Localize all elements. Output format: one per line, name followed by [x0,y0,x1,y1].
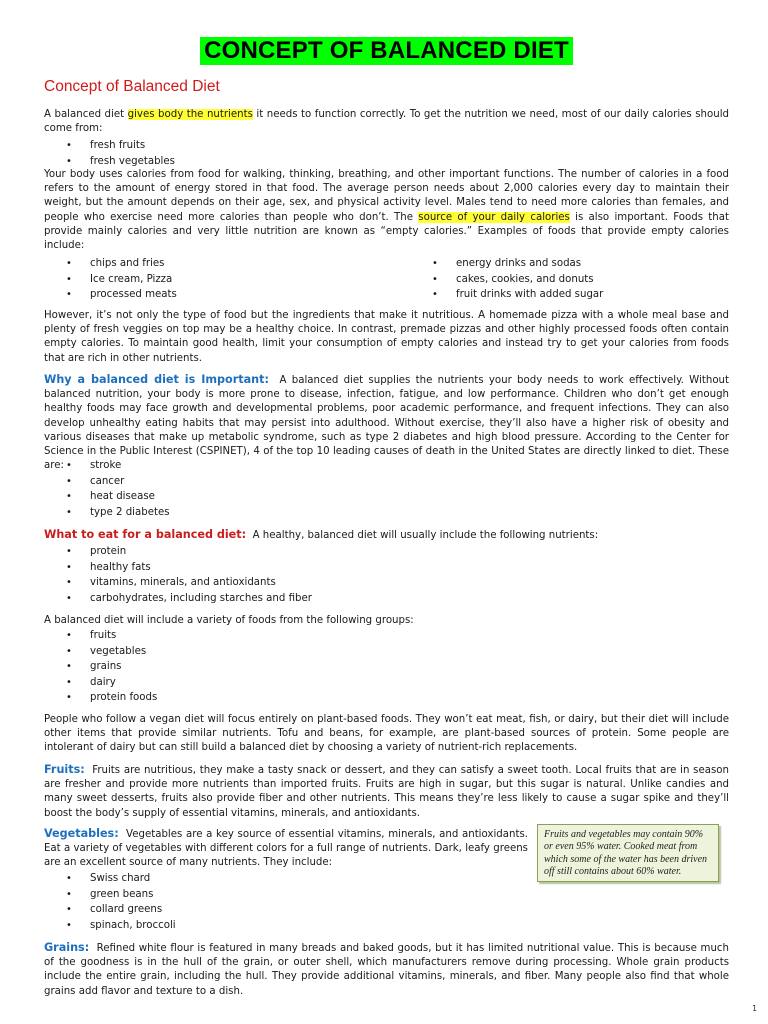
list-item: • fresh fruits [44,138,729,154]
groups-intro [44,614,729,628]
calories-text-pre: Your body uses calories from food for walking, thinking, breathing, and other important functions. The number of calories in a food refers to the amount of energy stored in that food. The average person needs about 2,000 calories every day to maintain their weight, but the amount depends on their age, sex, and physical activity level. Males tend to need more calories than females, and people who exercise need more calories than people who don’t. The [44,169,729,223]
list-item: • heat disease [44,489,729,505]
grains-section [44,941,729,999]
empty-calories-right [410,256,710,303]
title-wrap [44,37,729,65]
list-item: • energy drinks and sodas [410,256,710,272]
empty-calories-left [44,256,344,303]
vegetables-heading: Vegetables: [44,827,119,840]
pizza-paragraph [44,309,729,366]
calories-text-post: is also important. Foods that provide mainly calories and very little nutrition are known as “empty calories.” Examples of foods that provide empty calories include: [44,211,729,252]
list-item: • Ice cream, Pizza [44,272,344,288]
groups-list [44,628,729,706]
vegan-text: People who follow a vegan diet will focus entirely on plant-based foods. They won’t eat meat, fish, or dairy, but their diet will include other items that provide similar nutrients. Tofu and beans, for example, are plant-based sources of protein. Some people are intolerant of dairy but can still build a balanced diet by choosing a variety of nutrient-rich replacements. [44,714,729,754]
why-heading: Why a balanced diet is Important: [44,373,269,386]
what-text: A healthy, balanced diet will usually include the following nutrients: [252,530,599,541]
list-item: • collard greens [44,902,729,918]
list-item: • Swiss chard [44,871,729,887]
fruits-section [44,763,729,821]
list-item: • spinach, broccoli [44,918,729,934]
intro-text-pre: A balanced diet [44,109,128,120]
list-item: • cancer [44,474,729,490]
vegetables-section [44,827,528,871]
intro-list [44,138,729,169]
calories-highlight: source of your daily calories [418,211,570,223]
vegetables-text: Vegetables are a key source of essential vitamins, minerals, and antioxidants. Eat a variety of vegetables with different colors for a full range of nutrients. Dark, leafy greens are an excellent source of many nutrients. They include: [44,829,528,869]
list-item: • green beans [44,887,729,903]
intro-text-post: it needs to function correctly. To get the nutrition we need, most of our daily calories should come from: [44,109,729,135]
list-item: • fruits [44,628,729,644]
list-item: • chips and fries [44,256,344,272]
vegan-paragraph [44,713,729,756]
list-item: • processed meats [44,287,344,303]
what-heading: What to eat for a balanced diet: [44,528,247,541]
why-text: A balanced diet supplies the nutrients your body needs to work effectively. Without balanced nutrition, your body is more prone to disease, infection, fatigue, and low performance. Children who don’t get enough healthy foods may face growth and developmental problems, poor academic performance, and frequent infections. They can also develop unhealthy eating habits that may persist into adulthood. Without exercise, they’ll also have a higher risk of obesity and various diseases that make up metabolic syndrome, such as type 2 diabetes and high blood pressure. According to the Center for Science in the Public Interest (CSPINET), 4 of the top 10 leading causes of death in the United States are directly linked to diet. These are: [44,375,729,472]
document-title: CONCEPT OF BALANCED DIET [200,37,573,65]
fruits-heading: Fruits: [44,763,85,776]
pizza-text: However, it’s not only the type of food but the ingredients that make it nutritious. A homemade pizza with a whole meal base and plenty of fresh veggies on top may be a healthy choice. In contrast, premade pizzas and other highly processed foods often contain empty calories. To maintain good health, limit your consumption of empty calories and instead try to get your calories from foods that are rich in other nutrients. [44,310,729,364]
page-number: 1 [752,1004,758,1013]
fruits-text: Fruits are nutritious, they make a tasty snack or dessert, and they can satisfy a sweet tooth. Local fruits that are in season are fresher and provide more nutrients than imported fruits. Fruits are high in sugar, but this sugar is natural. Unlike candies and many sweet desserts, fruits also provide fiber and other nutrients. This means they’re less likely to cause a sugar spike and they’ll boost the body’s supply of essential vitamins, minerals, and antioxidants. [44,765,730,819]
groups-text: A balanced diet will include a variety of foods from the following groups: [44,615,414,626]
why-list [44,458,729,520]
intro-paragraph [44,108,729,136]
list-item: • grains [44,659,729,675]
list-item: • fresh vegetables [44,154,729,170]
list-item: • stroke [44,458,729,474]
list-item: • type 2 diabetes [44,505,729,521]
list-item: • protein foods [44,690,729,706]
intro-highlight: gives body the nutrients [127,109,253,120]
calories-paragraph [44,168,729,253]
grains-heading: Grains: [44,941,90,954]
list-item: • healthy fats [44,560,729,576]
list-item: • carbohydrates, including starches and fiber [44,591,729,607]
section-heading: Concept of Balanced Diet [44,78,220,95]
water-content-callout: Fruits and vegetables may contain 90% or even 95% water. Cooked meat from which some of the water has been driven off still contains about 60% water. [537,824,719,882]
list-item: • vegetables [44,644,729,660]
grains-text: Refined white flour is featured in many breads and baked goods, but it has limited nutritional value. This is because much of the goodness is in the hull of the grain, or outer shell, which manufacturers remove during processing. Whole grain products include the entire grain, including the hull. They provide additional vitamins, minerals, and fiber. Many people also find that whole grains add flavor and texture to a dish. [44,943,729,997]
what-section [44,528,729,543]
what-list [44,544,729,606]
list-item: • fruit drinks with added sugar [410,287,710,303]
list-item: • dairy [44,675,729,691]
list-item: • protein [44,544,729,560]
list-item: • cakes, cookies, and donuts [410,272,710,288]
list-item: • vitamins, minerals, and antioxidants [44,575,729,591]
